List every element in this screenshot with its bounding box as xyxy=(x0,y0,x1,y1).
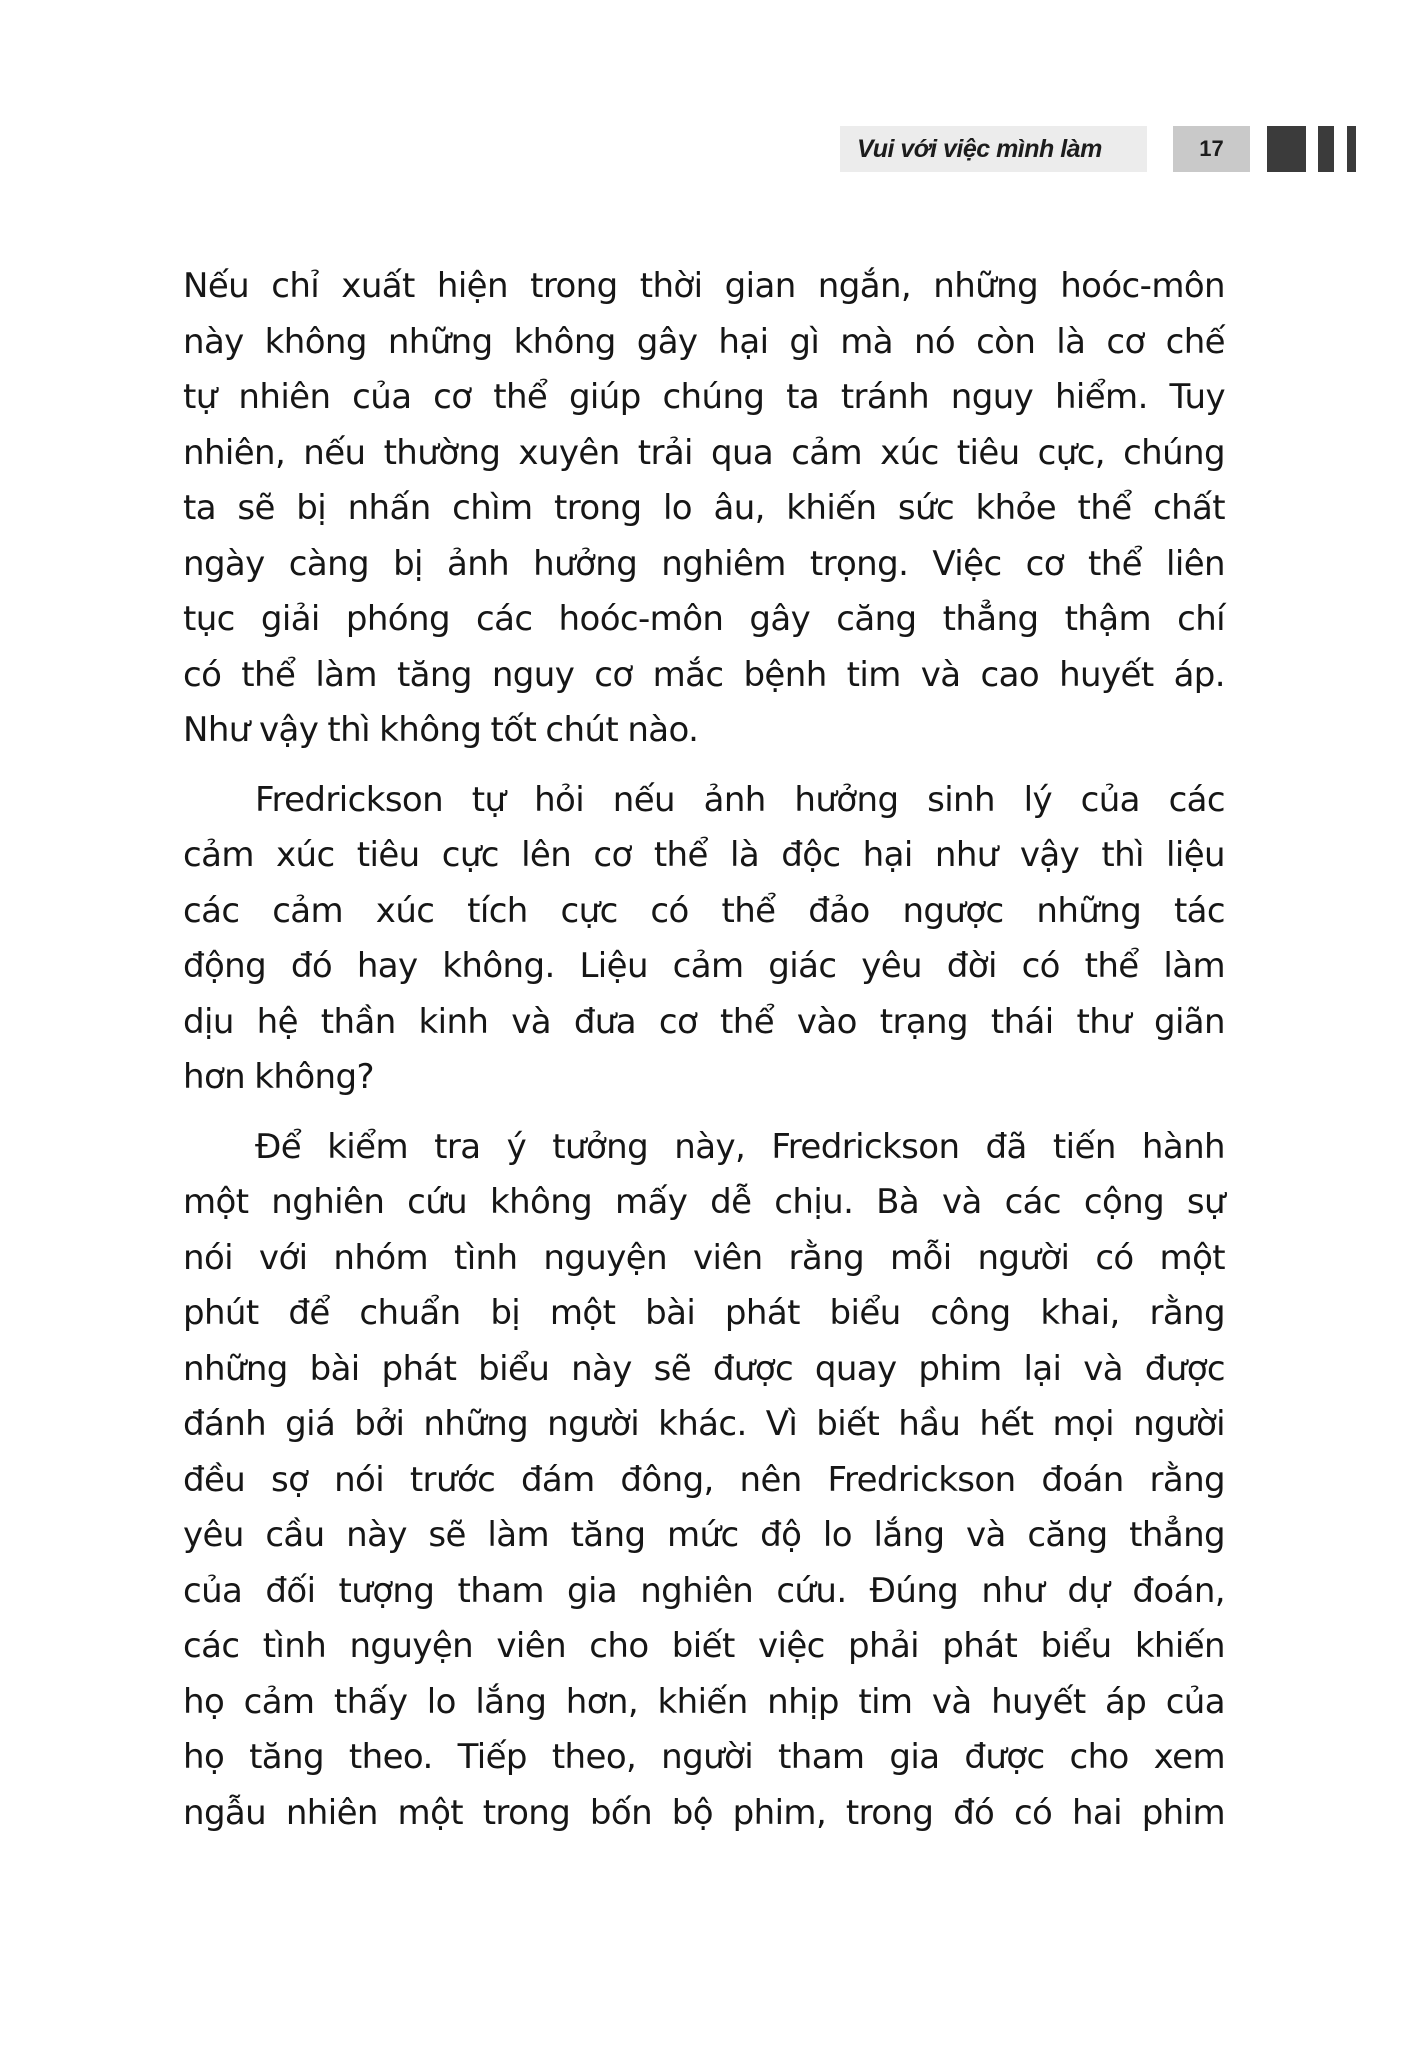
text-line: của đối tượng tham gia nghiên cứu. Đúng như dự đoán, xyxy=(183,1570,1225,1611)
text-line: hơn không? xyxy=(183,1057,374,1097)
text-line: dịu hệ thần kinh và đưa cơ thể vào trạng thái thư giãn xyxy=(183,1001,1225,1042)
text-line: họ cảm thấy lo lắng hơn, khiến nhịp tim và huyết áp của xyxy=(183,1681,1225,1722)
text-line: yêu cầu này sẽ làm tăng mức độ lo lắng và căng thẳng xyxy=(183,1515,1225,1555)
text-line: động đó hay không. Liệu cảm giác yêu đời có thể làm xyxy=(183,946,1225,986)
text-line: đánh giá bởi những người khác. Vì biết hầu hết mọi người xyxy=(183,1404,1225,1444)
text-line: Để kiểm tra ý tưởng này, Fredrickson đã tiến hành xyxy=(255,1126,1225,1167)
text-line: tự nhiên của cơ thể giúp chúng ta tránh nguy hiểm. Tuy xyxy=(183,377,1225,417)
text-line: đều sợ nói trước đám đông, nên Fredrickson đoán rằng xyxy=(183,1459,1225,1500)
paragraph-1 xyxy=(183,259,1225,759)
page-number: 17 xyxy=(1173,126,1250,172)
body-text xyxy=(183,259,1225,1855)
text-line: cảm xúc tiêu cực lên cơ thể là độc hại như vậy thì liệu xyxy=(183,835,1225,875)
text-line: những bài phát biểu này sẽ được quay phim lại và được xyxy=(183,1348,1225,1389)
decorative-thin-bar xyxy=(1347,126,1356,172)
text-line: ta sẽ bị nhấn chìm trong lo âu, khiến sức khỏe thể chất xyxy=(183,488,1225,528)
text-line: Fredrickson tự hỏi nếu ảnh hưởng sinh lý của các xyxy=(255,779,1225,820)
text-line: có thể làm tăng nguy cơ mắc bệnh tim và cao huyết áp. xyxy=(183,654,1225,695)
text-line: các tình nguyện viên cho biết việc phải phát biểu khiến xyxy=(183,1626,1225,1666)
chapter-title: Vui với việc mình làm xyxy=(840,126,1147,172)
text-line: này không những không gây hại gì mà nó còn là cơ chế xyxy=(183,321,1225,362)
text-line: Như vậy thì không tốt chút nào. xyxy=(183,710,699,750)
text-line: phút để chuẩn bị một bài phát biểu công khai, rằng xyxy=(183,1293,1225,1333)
running-header xyxy=(840,126,1360,172)
decorative-block xyxy=(1267,126,1306,172)
text-line: nhiên, nếu thường xuyên trải qua cảm xúc tiêu cực, chúng xyxy=(183,432,1225,473)
text-line: ngẫu nhiên một trong bốn bộ phim, trong đó có hai phim xyxy=(183,1792,1225,1833)
text-line: nói với nhóm tình nguyện viên rằng mỗi người có một xyxy=(183,1237,1225,1278)
text-line: ngày càng bị ảnh hưởng nghiêm trọng. Việc cơ thể liên xyxy=(183,543,1225,584)
text-line: Nếu chỉ xuất hiện trong thời gian ngắn, những hoóc-môn xyxy=(183,266,1225,306)
text-line: một nghiên cứu không mấy dễ chịu. Bà và các cộng sự xyxy=(183,1182,1225,1222)
paragraph-2 xyxy=(183,773,1225,1106)
text-line: tục giải phóng các hoóc-môn gây căng thẳng thậm chí xyxy=(183,599,1225,639)
paragraph-3 xyxy=(183,1120,1225,1842)
text-line: họ tăng theo. Tiếp theo, người tham gia được cho xem xyxy=(183,1737,1225,1777)
decorative-bar xyxy=(1318,126,1334,172)
text-line: các cảm xúc tích cực có thể đảo ngược những tác xyxy=(183,890,1225,931)
